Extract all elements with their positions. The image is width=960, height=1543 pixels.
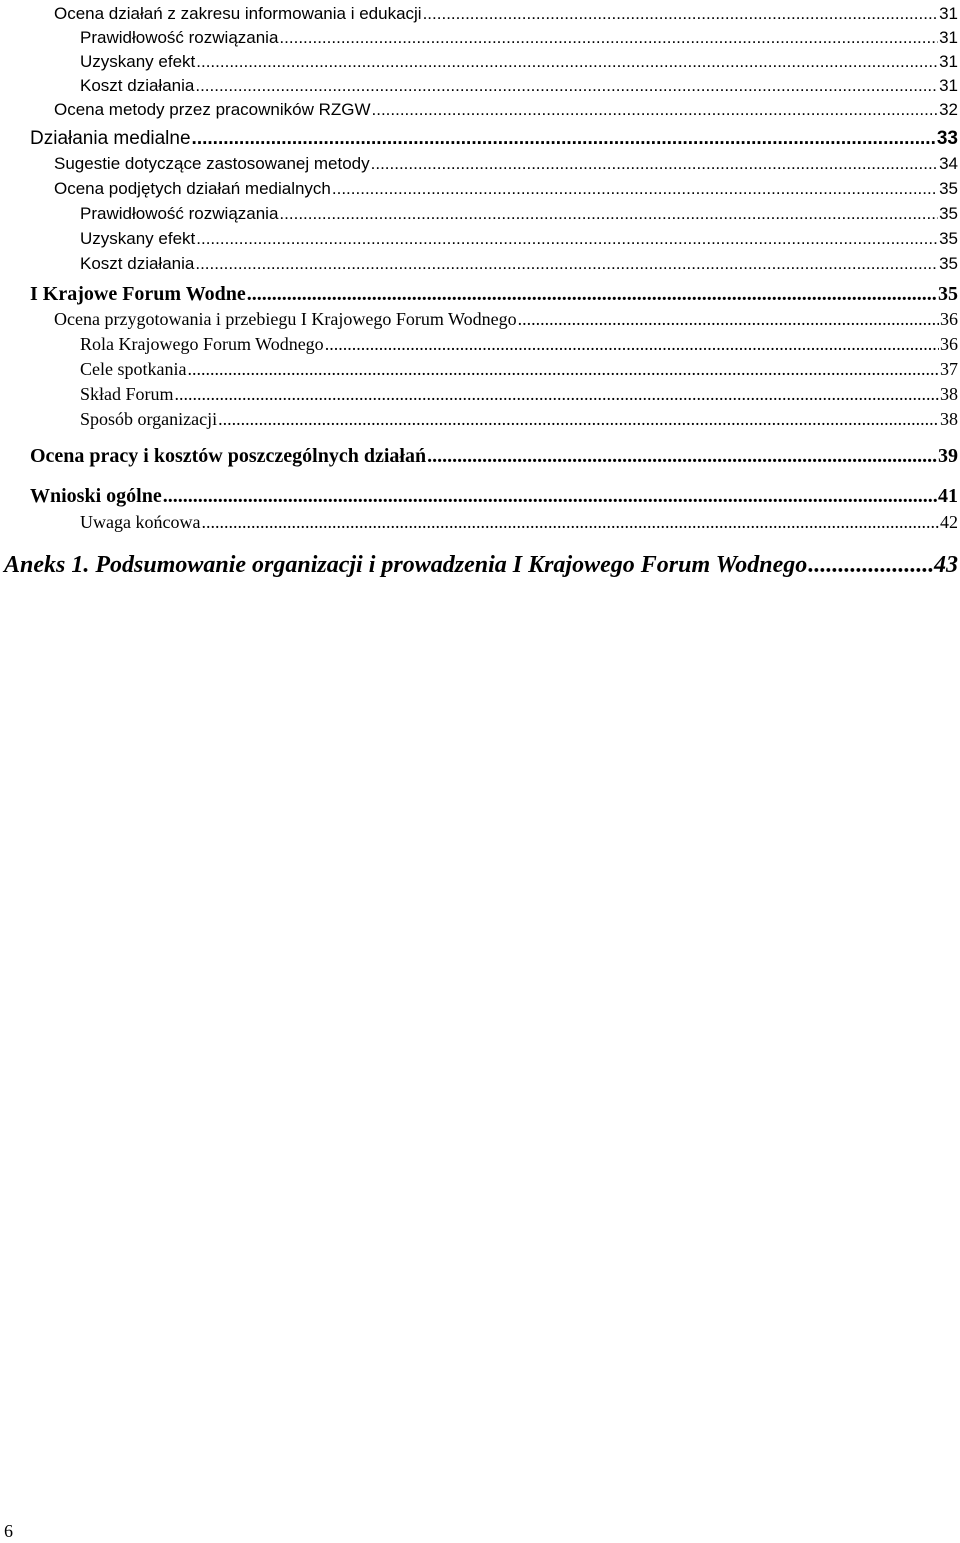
toc-entry-page: 41 [938,485,958,507]
toc-entry[interactable] [80,48,958,72]
toc-entry[interactable] [30,482,958,508]
dot-leader [196,52,938,72]
toc-entry-page: 35 [939,204,958,223]
toc-entry-page: 32 [939,100,958,119]
toc-entry[interactable] [80,509,958,533]
toc-entry-label: Sugestie dotyczące zastosowanej metody [54,154,370,173]
toc-entry[interactable] [80,356,958,380]
dot-leader [423,4,939,24]
dot-leader [187,359,939,380]
dot-leader [196,229,938,249]
toc-entry[interactable] [80,200,958,224]
toc-entry-page: 42 [940,512,958,532]
toc-entry-label: Wnioski ogólne [30,485,162,507]
dot-leader [371,154,938,174]
toc-entry-label: Ocena podjętych działań medialnych [54,179,331,198]
dot-leader [163,485,937,508]
toc-entry-label: Ocena pracy i kosztów poszczególnych działań [30,445,427,467]
toc-entry-label: Uzyskany efekt [80,52,196,71]
toc-entry-page: 31 [939,28,958,47]
dot-leader [332,179,938,199]
toc-entry-label: Koszt działania [80,76,195,95]
toc-entry-label: Uzyskany efekt [80,229,196,248]
dot-leader [518,309,939,330]
toc-entry[interactable] [80,72,958,96]
dot-leader [808,552,933,579]
toc-entry[interactable] [80,24,958,48]
dot-leader [195,76,938,96]
toc-entry[interactable] [80,406,958,430]
dot-leader [372,100,939,120]
toc-entry-label: Sposób organizacji [80,409,218,429]
toc-entry-page: 33 [936,128,958,149]
toc-entry[interactable] [30,442,958,468]
toc-entry[interactable] [30,124,958,150]
toc-entry-label: Cele spotkania [80,359,187,379]
toc-entry[interactable] [54,175,958,199]
dot-leader [201,512,939,533]
toc-entry[interactable] [54,0,958,24]
toc-entry-label: Rola Krajowego Forum Wodnego [80,334,324,354]
toc-entry-page: 43 [934,552,958,578]
toc-entry-page: 38 [940,384,958,404]
dot-leader [247,283,937,306]
toc-entry-page: 37 [940,359,958,379]
toc-entry-page: 39 [938,445,958,467]
page-number: 6 [4,1521,13,1541]
toc-entry-page: 36 [940,309,958,329]
toc-entry-label: I Krajowe Forum Wodne [30,283,246,305]
toc-entry[interactable] [80,250,958,274]
toc-entry-page: 35 [938,283,958,305]
dot-leader [427,445,937,468]
toc-entry-page: 34 [939,154,958,173]
toc-entry[interactable] [30,280,958,306]
dot-leader [325,334,939,355]
toc-entry-page: 31 [939,4,958,23]
dot-leader [175,384,939,405]
toc-entry-label: Prawidłowość rozwiązania [80,28,279,47]
toc-entry-label: Aneks 1. Podsumowanie organizacji i prowadzenia I Krajowego Forum Wodnego [4,552,808,578]
toc-entry[interactable] [54,306,958,330]
dot-leader [195,254,938,274]
toc-entry-label: Skład Forum [80,384,174,404]
toc-entry[interactable] [54,96,958,120]
toc-entry[interactable] [80,225,958,249]
toc-entry-page: 35 [939,254,958,273]
toc-entry-page: 31 [939,52,958,71]
toc-entry[interactable] [80,331,958,355]
toc-entry-label: Uwaga końcowa [80,512,201,532]
toc-entry[interactable] [54,150,958,174]
toc-entry-label: Działania medialne [30,128,191,149]
toc-entry-label: Ocena przygotowania i przebiegu I Krajowego Forum Wodnego [54,309,517,329]
toc-entry[interactable] [80,381,958,405]
toc-entry-page: 35 [939,229,958,248]
toc-entry-page: 35 [939,179,958,198]
toc-entry[interactable] [4,547,958,579]
toc-entry-label: Koszt działania [80,254,195,273]
toc-entry-page: 31 [939,76,958,95]
dot-leader [192,128,936,150]
toc-entry-label: Prawidłowość rozwiązania [80,204,279,223]
dot-leader [279,28,938,48]
toc-entry-page: 36 [940,334,958,354]
toc-entry-label: Ocena metody przez pracowników RZGW [54,100,371,119]
dot-leader [279,204,938,224]
toc-entry-page: 38 [940,409,958,429]
dot-leader [218,409,939,430]
toc-entry-label: Ocena działań z zakresu informowania i edukacji [54,4,422,23]
